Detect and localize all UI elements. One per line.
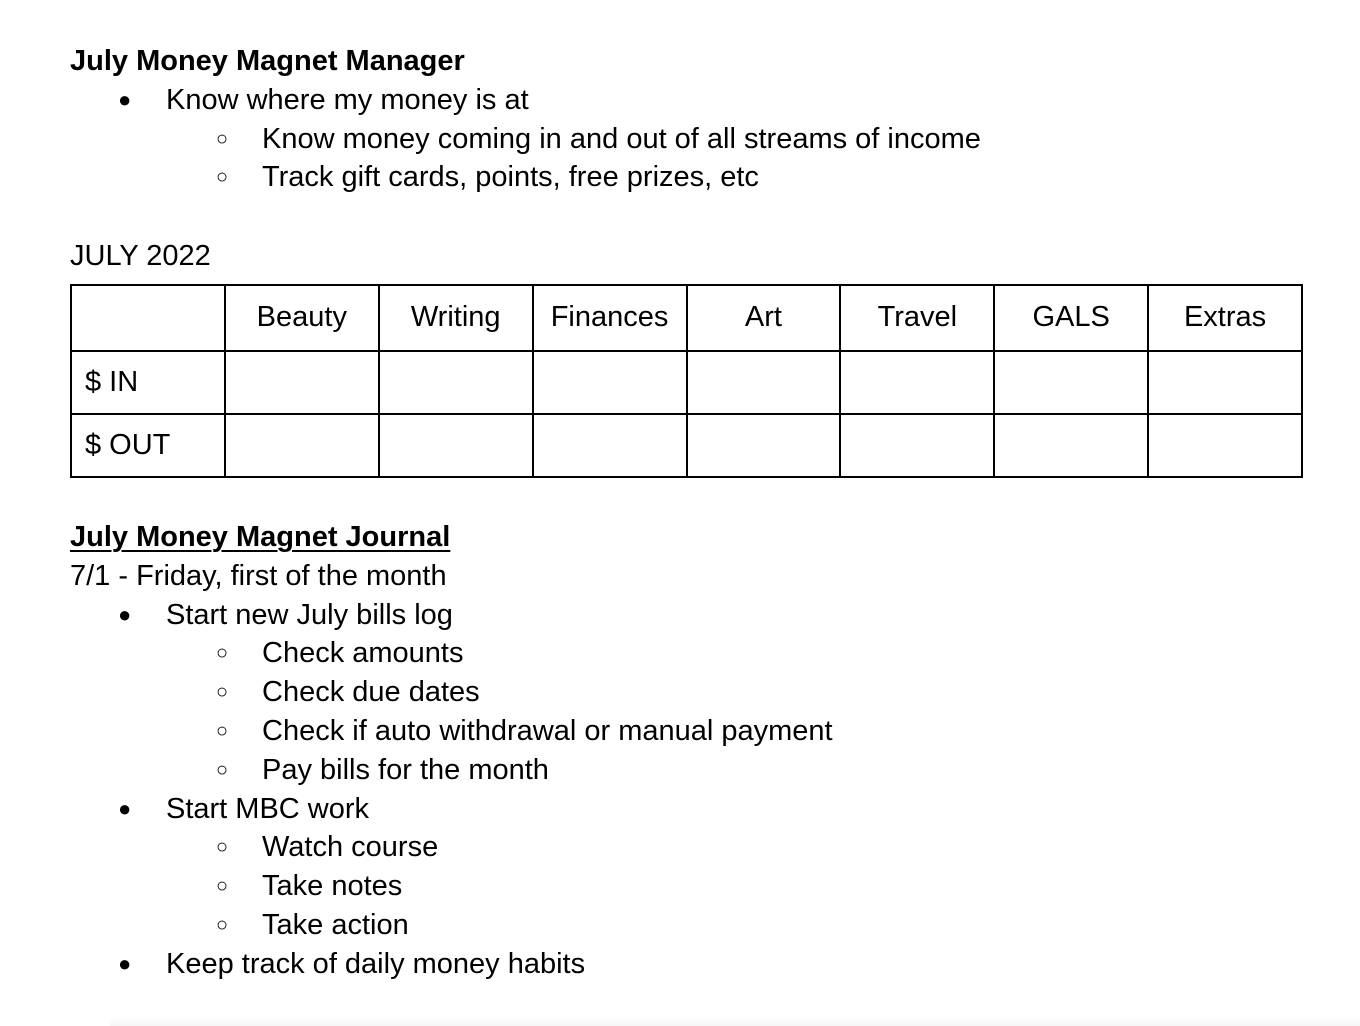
table-cell[interactable] bbox=[994, 414, 1148, 477]
table-cell[interactable] bbox=[225, 351, 379, 414]
list-item bbox=[70, 596, 1310, 635]
document-body bbox=[70, 42, 1310, 984]
hollow-bullet-icon: ○ bbox=[216, 913, 229, 936]
filled-bullet-icon: ● bbox=[118, 950, 132, 976]
sub-list-item bbox=[70, 120, 1310, 159]
sub-list-item-text: Pay bills for the month bbox=[262, 753, 549, 786]
table-cell[interactable] bbox=[533, 414, 687, 477]
sub-list-item bbox=[70, 906, 1310, 945]
sub-list-item bbox=[70, 751, 1310, 790]
sub-list-item bbox=[70, 712, 1310, 751]
table-cell[interactable] bbox=[533, 351, 687, 414]
sub-list-item-text: Take action bbox=[262, 908, 409, 941]
table-corner-cell[interactable] bbox=[71, 285, 225, 351]
list-item bbox=[70, 945, 1310, 984]
hollow-bullet-icon: ○ bbox=[216, 127, 229, 150]
table-cell[interactable] bbox=[379, 414, 533, 477]
filled-bullet-icon: ● bbox=[118, 601, 132, 627]
row-header-out[interactable]: $ OUT bbox=[71, 414, 225, 477]
column-header-gals[interactable]: GALS bbox=[994, 285, 1148, 351]
list-item-text: Know where my money is at bbox=[166, 83, 529, 116]
table-cell[interactable] bbox=[379, 351, 533, 414]
hollow-bullet-icon: ○ bbox=[216, 681, 229, 704]
sub-list-item-text: Track gift cards, points, free prizes, etc bbox=[262, 161, 759, 194]
sub-list-item-text: Check amounts bbox=[262, 637, 464, 670]
blank-line bbox=[70, 197, 1310, 237]
table-cell[interactable] bbox=[840, 414, 994, 477]
journal-date-line: 7/1 - Friday, first of the month bbox=[70, 559, 447, 592]
sub-list-item bbox=[70, 634, 1310, 673]
column-header-writing[interactable]: Writing bbox=[379, 285, 533, 351]
income-expense-table bbox=[70, 284, 1303, 478]
manager-title: July Money Magnet Manager bbox=[70, 45, 465, 77]
hollow-bullet-icon: ○ bbox=[216, 758, 229, 781]
table-cell[interactable] bbox=[1148, 351, 1302, 414]
row-header-in[interactable]: $ IN bbox=[71, 351, 225, 414]
column-header-finances[interactable]: Finances bbox=[533, 285, 687, 351]
table-cell[interactable] bbox=[994, 351, 1148, 414]
list-item bbox=[70, 790, 1310, 829]
list-item bbox=[70, 81, 1310, 120]
sub-list-item bbox=[70, 158, 1310, 197]
hollow-bullet-icon: ○ bbox=[216, 719, 229, 742]
hollow-bullet-icon: ○ bbox=[216, 166, 229, 189]
list-item-text: Keep track of daily money habits bbox=[166, 947, 586, 980]
sub-list-item-text: Watch course bbox=[262, 831, 439, 864]
hollow-bullet-icon: ○ bbox=[216, 875, 229, 898]
table-caption: JULY 2022 bbox=[70, 240, 211, 273]
table-row-in bbox=[71, 351, 1302, 414]
page-bottom-shadow bbox=[110, 1016, 1360, 1026]
table-cell[interactable] bbox=[687, 351, 841, 414]
filled-bullet-icon: ● bbox=[118, 86, 132, 112]
table-cell[interactable] bbox=[1148, 414, 1302, 477]
hollow-bullet-icon: ○ bbox=[216, 836, 229, 859]
sub-list-item bbox=[70, 828, 1310, 867]
blank-line bbox=[70, 478, 1310, 518]
filled-bullet-icon: ● bbox=[118, 795, 132, 821]
list-item-text: Start new July bills log bbox=[166, 598, 453, 631]
sub-list-item bbox=[70, 673, 1310, 712]
list-item-text: Start MBC work bbox=[166, 792, 370, 825]
column-header-travel[interactable]: Travel bbox=[840, 285, 994, 351]
table-cell[interactable] bbox=[687, 414, 841, 477]
sub-list-item-text: Take notes bbox=[262, 870, 403, 903]
column-header-extras[interactable]: Extras bbox=[1148, 285, 1302, 351]
table-header-row bbox=[71, 285, 1302, 351]
table-row-out bbox=[71, 414, 1302, 477]
sub-list-item bbox=[70, 867, 1310, 906]
table-cell[interactable] bbox=[225, 414, 379, 477]
hollow-bullet-icon: ○ bbox=[216, 642, 229, 665]
sub-list-item-text: Know money coming in and out of all streams of income bbox=[262, 122, 981, 155]
journal-title-text: July Money Magnet Journal bbox=[70, 520, 451, 553]
column-header-beauty[interactable]: Beauty bbox=[225, 285, 379, 351]
column-header-art[interactable]: Art bbox=[687, 285, 841, 351]
journal-title bbox=[70, 518, 1310, 557]
table-cell[interactable] bbox=[840, 351, 994, 414]
sub-list-item-text: Check due dates bbox=[262, 676, 480, 709]
sub-list-item-text: Check if auto withdrawal or manual payment bbox=[262, 714, 833, 747]
